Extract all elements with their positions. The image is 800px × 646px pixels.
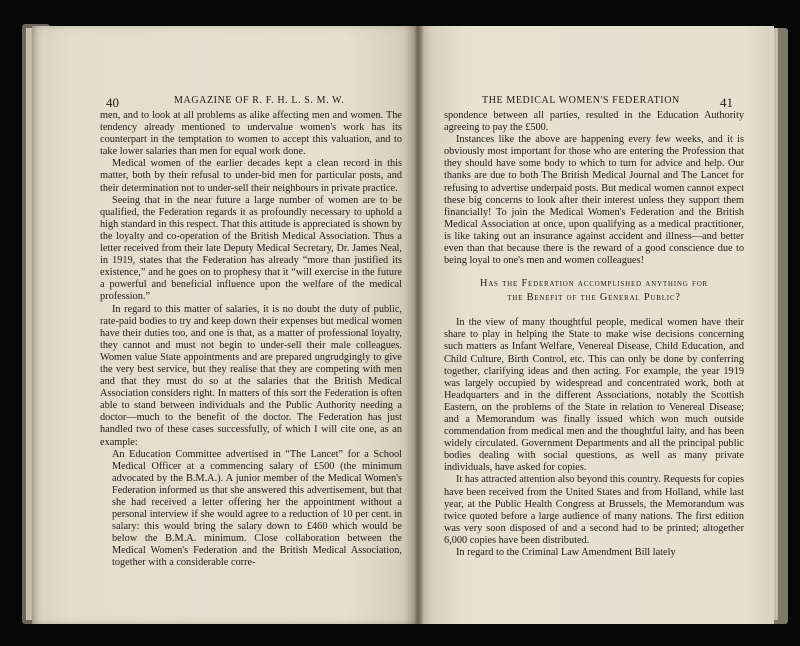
section-heading-line: Has the Federation accomplished anything for bbox=[479, 278, 709, 290]
right-running-head: THE MEDICAL WOMEN'S FEDERATION bbox=[482, 95, 680, 106]
right-page-body bbox=[444, 110, 744, 559]
open-book bbox=[22, 18, 788, 630]
paragraph: men, and to look at all problems as alike affecting men and women. The tendency already mentioned to undervalue women's work has its counterpart in the temptation to women to accept this valuation, and to take lower salaries than men for equal work done. bbox=[100, 110, 402, 158]
paragraph: spondence between all parties, resulted in the Education Authority agreeing to pay the £500. bbox=[444, 110, 744, 134]
paragraph: Instances like the above are happening every few weeks, and it is obviously most important for those who are entering the Profession that they should have some body to which to turn for advice and help. Our thanks are due to both The British Medical Journal and The Lancet for refusing to advertise underpaid posts. But medical women cannot expect these big concerns to look after their interest unless they support them financially! To join the Medical Women's Federation and the British Medical Association at once, upon qualifying as a medical practitioner, is like taking out an insurance against accident and illness—and better even than that because there is the reward of a good conscience due to being loyal to one's men and women colleagues! bbox=[444, 134, 744, 267]
book-gutter bbox=[414, 26, 424, 624]
section-heading bbox=[444, 277, 744, 305]
paragraph: Seeing that in the near future a large number of women are to be qualified, the Federation regards it as profoundly necessary to uphold a high standard in this respect. That this attitude is appreciated is shown by the loyalty and co-operation of the British Medical Association. Thus a letter received from their late Deputy Medical Secretary, Dr. James Neal, in 1919, states that the Federation has already “more than justified its existence,” and he goes on to prophesy that it “will exercise in the future a powerful and beneficial influence upon the welfare of the medical profession.” bbox=[100, 194, 402, 303]
paragraph: In regard to the Criminal Law Amendment Bill lately bbox=[456, 547, 676, 558]
left-running-head: MAGAZINE OF R. F. H. L. S. M. W. bbox=[174, 95, 345, 106]
right-page-number: 41 bbox=[720, 95, 733, 110]
paragraph: It has attracted attention also beyond this country. Requests for copies have been received from the United States and from Holland, while last year, at the Public Health Congress at Brussels, the Memorandum was twice quoted before a large audience of many nations. The first edition was very soon disposed of and a second had to be printed; altogether 6,000 copies have been distributed. bbox=[444, 474, 744, 546]
paragraph: An Education Committee advertised in “The Lancet” for a School Medical Officer at a commencing salary of £500 (the minimum advocated by the B.M.A.). A junior member of the Medical Women's Federation informed us that she answered this advertisement, but that she had received a letter offering her the appointment without a personal interview if she would agree to a reduction of 10 per cent. in salary: this would bring the salary down to £460 which would be below the B.M.A. minimum. Close collaboration between the Medical Women's Federation and the British Medical Association, together with a considerable corre- bbox=[112, 448, 402, 569]
left-page-number: 40 bbox=[106, 95, 119, 110]
left-page-body bbox=[100, 110, 402, 570]
paragraph: Medical women of the earlier decades kept a clean record in this matter, both by their refusal to under-bid men for particular posts, and their determination not to under-sell their neighbours in private practice. bbox=[100, 158, 402, 194]
section-heading-line: the Benefit of the General Public? bbox=[507, 292, 681, 304]
paragraph: In regard to this matter of salaries, it is no doubt the duty of public, rate-paid bodies to try and keep down their expenses but medical women have their duties too, and one is that, as a matter of professional loyalty, they cannot and must not begin to under-sell their male colleagues. Women value State appointments and are prepared ungrudgingly to give the very best service, but they realise that they are competing with men and that they must do so at the salaries that the British Medical Association considers right. In matters of this sort the Federation is often able to stand between individuals and the Public Authority needing a doctor—much to the benefit of the doctor. The Federation has just handled two of these cases successfully, of which I will cite one, as an example: bbox=[100, 303, 402, 448]
paragraph: In the view of many thoughtful people, medical women have their share to play in helping the State to make wise decisions concerning such matters as Infant Welfare, Venereal Disease, Child Education, and Child Culture, Birth Control, etc. This can only be done by conferring together, clarifying ideas and then acting. For example, the year 1919 was largely occupied by widespread and concentrated work, both at Headquarters and in the different Associations, notably the Scottish Eastern, on the problems of the State in relation to Venereal Disease; and a Memorandum was finally issued which won much outside commendation from medical men and the thoughtful laity, and has been widely circulated. Government Departments and all the principal public bodies dealing with social questions, as well as many private individuals, have asked for copies. bbox=[444, 317, 744, 474]
